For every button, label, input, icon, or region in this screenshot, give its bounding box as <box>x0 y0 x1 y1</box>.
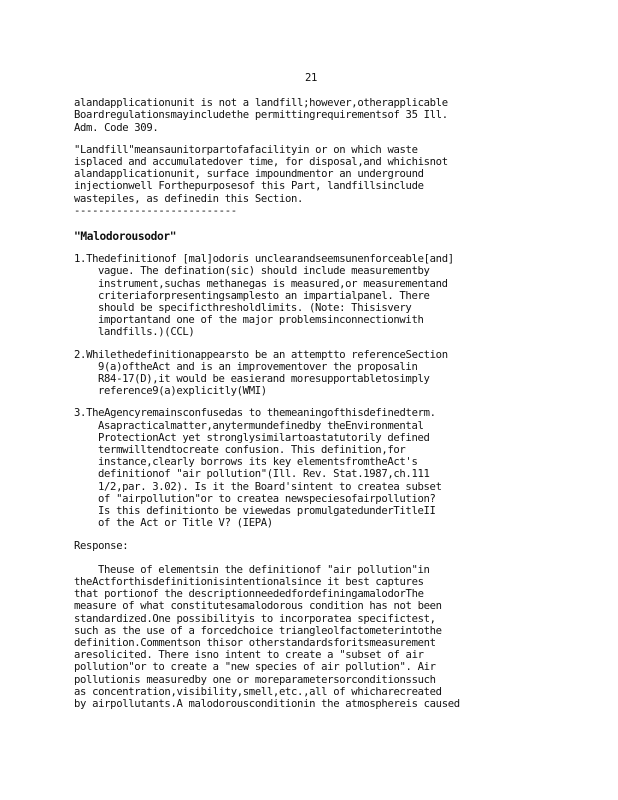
comment-body: Asapracticalmatter,anytermundefinedby theEnvironmental ProtectionAct yet stronglysimilartoastatutorily defined termwilltendtocreate confusion. This definition,for instance,clearly borrows its key elementsfromtheAct's definitionof "air pollution"(Ill. Rev. Stat.1987,ch.111 1/2,par. 3.02). Is it the Board'sintent to createa subset of "airpollution"or to createa newspeciesofairpollution? Is this definitionto be viewedas promulgatedunderTitleII of the Act or Title V? (IEPA) <box>98 419 442 530</box>
document-page <box>74 72 548 710</box>
section-heading: "Malodorousodor" <box>74 230 177 244</box>
comment-item-2 <box>74 349 548 398</box>
separator-line: --------------------------- <box>74 204 237 217</box>
response-label: Response: <box>74 539 129 552</box>
comment-first-line: Whilethedefinitionappearsto be an attemptto referenceSection <box>86 348 448 361</box>
comment-first-line: TheAgencyremainsconfusedas to themeaningofthisdefinedterm. <box>86 407 436 420</box>
response-paragraph: Theuse of elementsin the definitionof "air pollution"in theActforthisdefinitionisintentionalsince it best captures that portionof the descriptionneededfordefiningamalodorThe measure of what constitutesamalodorous condition has not been standardized.One possibilityis to incorporatea specifictest, such as the use of a forcedchoice triangleolfactometerintothe definition.Commentson thisor otherstandardsforitsmeasurement aresolicited. There isno intent to create a "subset of air pollution"or to create a "new species of air pollution". Air pollutionis measuredby one or moreparametersorconditionssuch as concentration,visibility,smell,etc.,all of whicharecreated by airpollutants.A malodorousconditionin the atmosphereis caused <box>74 563 460 710</box>
comment-item-3 <box>74 407 548 529</box>
comment-first-line: Thedefinitionof [mal]odoris unclearandseemsunenforceable[and] <box>86 253 454 266</box>
comment-body: vague. The defination(sic) should include measurementby instrument,suchas methanegas is measured,or measurementand criteriaforpresentingsamplesto an impartialpanel. There should be specificthresholdlimits. (Note: Thisisvery importantand one of the major problemsinconnectionwith landfills.)(CCL) <box>98 265 448 339</box>
comment-number: 3. <box>74 407 87 420</box>
comment-number: 1. <box>74 253 87 266</box>
comment-body: 9(a)oftheAct and is an improvementover the proposalin R84-17(D),it would be easierand moresupportabletosimply reference9(a)explicitly(WMI) <box>98 360 430 398</box>
comment-number: 2. <box>74 348 87 361</box>
landfill-definition-paragraph: "Landfill"meansaunitorpartofafacilityin or on which waste isplaced and accumulatedover time, for disposal,and whichisnot alandapplicationunit, surface impoundmentor an underground injectionwell Forthepurposesof this Part, landfillsinclude wastepiles, as definedin this Section. <box>74 143 448 205</box>
page-number: 21 <box>304 72 318 84</box>
comment-item-1 <box>74 253 548 338</box>
intro-paragraph: alandapplicationunit is not a landfill;however,otherapplicable Boardregulationsmayincludethe permittingrequirementsof 35 Ill. Adm. Code 309. <box>74 97 448 134</box>
